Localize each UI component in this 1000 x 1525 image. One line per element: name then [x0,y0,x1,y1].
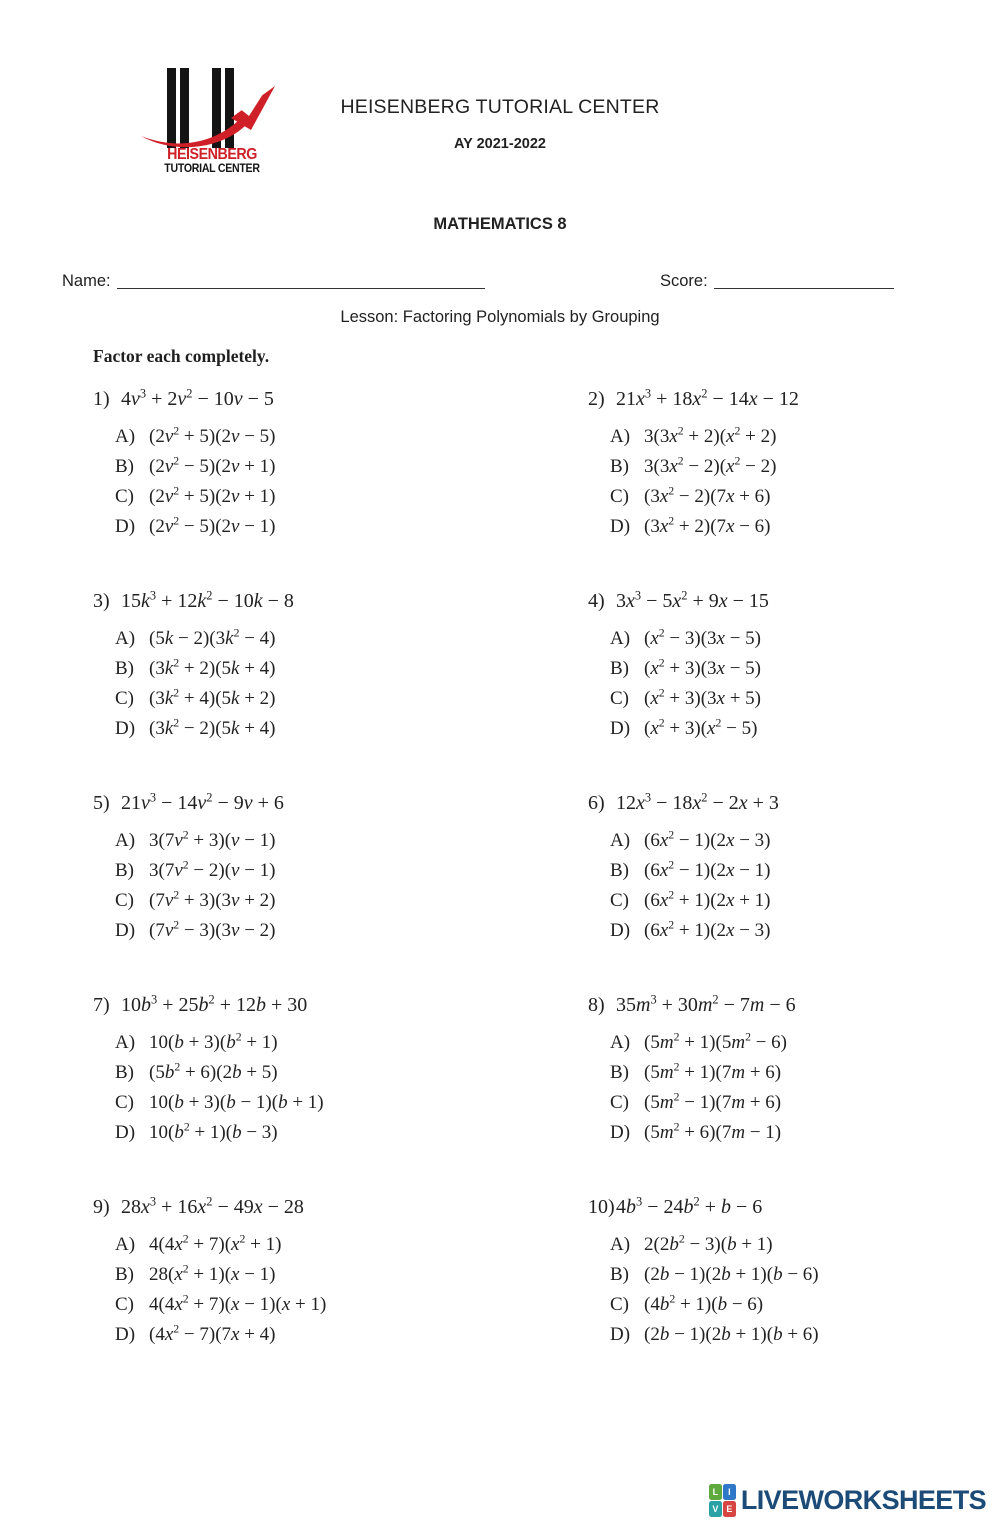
choice-expression: $(2v^2 - 5)(2v + 1)$ [149,454,276,477]
problem-number: 1) [93,388,110,410]
choice-row[interactable] [588,658,990,688]
choice-row[interactable] [588,456,990,486]
choice-expression: $(3x^2 - 2)(7x + 6)$ [644,484,771,507]
problem-stem [93,1196,588,1234]
choice-row[interactable] [588,486,990,516]
choice-row[interactable] [588,516,990,546]
choice-label: D) [610,920,631,941]
choice-label: B) [115,860,134,881]
choice-row[interactable] [93,718,588,748]
problem-stem [588,1196,990,1234]
choice-row[interactable] [588,1122,990,1152]
choice-label: B) [115,456,134,477]
choice-row[interactable] [93,486,588,516]
choice-label: C) [610,486,629,507]
logo-wordmark-line1: HEISENBERG [167,146,257,163]
choice-row[interactable] [588,1324,990,1354]
choice-expression: $(5k - 2)(3k^2 - 4)$ [149,626,276,649]
center-name-title: HEISENBERG TUTORIAL CENTER [340,96,660,118]
choice-row[interactable] [588,628,990,658]
instruction-text: Factor each completely. [93,346,270,366]
problem-stem [93,388,588,426]
problem-choices [93,1234,588,1354]
choice-expression: $3(3x^2 + 2)(x^2 + 2)$ [644,424,777,447]
choice-expression: $(3k^2 + 2)(5k + 4)$ [149,656,276,679]
choice-label: D) [610,516,631,537]
liveworksheets-tile-l: L [709,1484,722,1500]
choice-row[interactable] [93,516,588,546]
choice-row[interactable] [588,688,990,718]
choice-expression: $(3k^2 + 4)(5k + 2)$ [149,686,276,709]
choice-label: D) [115,1324,136,1345]
choice-row[interactable] [588,1062,990,1092]
problem-stem-math: $28x^3 + 16x^2 - 49x - 28$ [121,1194,304,1218]
choice-row[interactable] [588,718,990,748]
choice-expression: $(x^2 + 3)(3x + 5)$ [644,686,762,709]
choice-expression: $28(x^2 + 1)(x - 1)$ [149,1262,276,1285]
academic-year: AY 2021-2022 [454,136,546,152]
choice-row[interactable] [93,860,588,890]
choice-label: C) [115,688,134,709]
choice-row[interactable] [588,1092,990,1122]
choice-expression: $(6x^2 - 1)(2x - 1)$ [644,858,771,881]
choice-row[interactable] [588,426,990,456]
problem-choices [93,628,588,748]
choice-label: A) [115,628,136,649]
choice-label: A) [610,1032,631,1053]
problem-number: 6) [588,792,605,814]
liveworksheets-tile-e: E [723,1501,736,1517]
choice-label: B) [115,1062,134,1083]
choice-label: C) [115,890,134,911]
choice-expression: (2b − 1)(2b + 1)(b + 6) [644,1324,819,1345]
choice-row[interactable] [93,920,588,950]
problem-number: 7) [93,994,110,1016]
problem-number: 8) [588,994,605,1016]
problem-block [93,1196,588,1354]
choice-label: A) [610,426,631,447]
choice-expression: $3(7v^2 + 3)(v - 1)$ [149,828,276,851]
choice-label: D) [115,1122,136,1143]
choice-label: A) [610,830,631,851]
choice-expression: $(3k^2 - 2)(5k + 4)$ [149,716,276,739]
choice-label: C) [610,1294,629,1315]
name-label: Name: [62,272,111,290]
choice-label: B) [610,860,629,881]
problem-stem-math: $21x^3 + 18x^2 - 14x - 12$ [616,386,799,410]
choice-expression: (2b − 1)(2b + 1)(b − 6) [644,1264,819,1285]
problem-number: 4) [588,590,605,612]
choice-expression: $(6x^2 - 1)(2x - 3)$ [644,828,771,851]
liveworksheets-tile-v: V [709,1501,722,1517]
problem-stem [93,792,588,830]
problem-block [93,590,588,748]
problem-stem [588,590,990,628]
choice-label: D) [610,1324,631,1345]
choice-row[interactable] [93,1062,588,1092]
choice-row[interactable] [588,1032,990,1062]
choice-expression: 10(b + 3)(b − 1)(b + 1) [149,1092,324,1113]
choice-row[interactable] [93,1294,588,1324]
problem-stem-math: $10b^3 + 25b^2 + 12b + 30$ [121,992,308,1016]
problem-number: 9) [93,1196,110,1218]
problem-choices [588,426,990,546]
choice-label: C) [610,1092,629,1113]
choice-label: C) [610,688,629,709]
choice-row[interactable] [588,1234,990,1264]
choice-expression: $(7v^2 - 3)(3v - 2)$ [149,918,276,941]
choice-row[interactable] [93,628,588,658]
choice-row[interactable] [93,1122,588,1152]
choice-expression: $(2v^2 - 5)(2v - 1)$ [149,514,276,537]
choice-label: C) [115,486,134,507]
problem-stem-math: $3x^3 - 5x^2 + 9x - 15$ [616,588,769,612]
choice-row[interactable] [93,688,588,718]
liveworksheets-wordmark: LIVEWORKSHEETS [740,1485,986,1515]
choice-label: A) [610,628,631,649]
problem-stem [588,388,990,426]
choice-label: C) [115,1092,134,1113]
choice-label: A) [115,1234,136,1255]
choice-label: D) [115,516,136,537]
choice-expression: $(5m^2 + 1)(5m^2 - 6)$ [644,1030,787,1053]
choice-expression: $(7v^2 + 3)(3v + 2)$ [149,888,276,911]
choice-expression: $(6x^2 + 1)(2x - 3)$ [644,918,771,941]
choice-label: B) [115,1264,134,1285]
choice-label: A) [115,1032,136,1053]
problem-choices [93,1032,588,1152]
choice-row[interactable] [93,1324,588,1354]
choice-label: B) [610,456,629,477]
choice-expression: $(4x^2 - 7)(7x + 4)$ [149,1322,276,1345]
problem-stem-math: $12x^3 - 18x^2 - 2x + 3$ [616,790,779,814]
subject-title: MATHEMATICS 8 [433,215,567,233]
choice-row[interactable] [588,1294,990,1324]
choice-expression: $(5m^2 - 1)(7m + 6)$ [644,1090,782,1113]
problem-number: 3) [93,590,110,612]
choice-label: D) [115,920,136,941]
problem-choices [93,426,588,546]
problem-choices [588,830,990,950]
logo-wordmark-line2: TUTORIAL CENTER [164,163,260,175]
choice-row[interactable] [93,890,588,920]
problem-block [588,1196,990,1354]
problem-choices [588,1234,990,1354]
problem-block [588,590,990,748]
problem-number: 2) [588,388,605,410]
choice-row[interactable] [588,860,990,890]
choice-row[interactable] [588,830,990,860]
score-field-row [660,271,894,291]
choice-expression: $(x^2 + 3)(x^2 - 5)$ [644,716,758,739]
heisenberg-logo [153,60,271,185]
choice-label: B) [610,658,629,679]
choice-row[interactable] [93,1264,588,1294]
problem-stem-math: $21v^3 - 14v^2 - 9v + 6$ [121,790,284,814]
problems-grid [93,388,990,1354]
choice-row[interactable] [588,920,990,950]
problem-number: 10) [588,1196,615,1218]
choice-label: A) [610,1234,631,1255]
choice-label: B) [610,1062,629,1083]
liveworksheets-tiles-icon [709,1484,736,1517]
name-field-row [62,271,485,291]
choice-label: B) [115,658,134,679]
choice-row[interactable] [93,1234,588,1264]
problem-stem [93,590,588,628]
problem-block [93,792,588,950]
choice-label: D) [610,718,631,739]
problem-stem-math: $4b^3 - 24b^2 + b - 6$ [616,1194,763,1218]
choice-expression: $(6x^2 + 1)(2x + 1)$ [644,888,771,911]
choice-expression: $(2v^2 + 5)(2v + 1)$ [149,484,276,507]
choice-label: A) [115,426,136,447]
choice-row[interactable] [93,1092,588,1122]
choice-expression: $3(3x^2 - 2)(x^2 - 2)$ [644,454,777,477]
problem-number: 5) [93,792,110,814]
problem-stem-math: $15k^3 + 12k^2 - 10k - 8$ [121,588,294,612]
choice-row[interactable] [93,658,588,688]
choice-expression: $3(7v^2 - 2)(v - 1)$ [149,858,276,881]
choice-expression: $4(4x^2 + 7)(x - 1)(x + 1)$ [149,1292,327,1315]
lesson-title: Lesson: Factoring Polynomials by Grouping [340,308,660,326]
choice-expression: $(4b^2 + 1)(b - 6)$ [644,1292,764,1315]
problem-stem [93,994,588,1032]
problem-block [93,994,588,1152]
choice-expression: $(2v^2 + 5)(2v - 5)$ [149,424,276,447]
problem-choices [588,1032,990,1152]
choice-expression: $(x^2 + 3)(3x - 5)$ [644,656,762,679]
choice-label: D) [115,718,136,739]
name-blank-input[interactable] [117,271,485,289]
choice-label: B) [610,1264,629,1285]
problem-block [93,388,588,546]
problem-block [588,994,990,1152]
choice-expression: $10(b^2 + 1)(b - 3)$ [149,1120,278,1143]
choice-expression: $2(2b^2 - 3)(b + 1)$ [644,1232,773,1255]
choice-expression: $(3x^2 + 2)(7x - 6)$ [644,514,771,537]
choice-expression: $(x^2 - 3)(3x - 5)$ [644,626,762,649]
choice-row[interactable] [93,456,588,486]
liveworksheets-footer [709,1484,986,1517]
choice-expression: $10(b + 3)(b^2 + 1)$ [149,1030,278,1053]
problem-choices [588,628,990,748]
liveworksheets-tile-i: I [723,1484,736,1500]
choice-row[interactable] [93,426,588,456]
choice-expression: $(5m^2 + 6)(7m - 1)$ [644,1120,782,1143]
choice-row[interactable] [93,1032,588,1062]
problem-stem [588,994,990,1032]
score-label: Score: [660,272,708,290]
choice-label: D) [610,1122,631,1143]
choice-label: C) [115,1294,134,1315]
score-blank-input[interactable] [714,271,894,289]
choice-expression: $4(4x^2 + 7)(x^2 + 1)$ [149,1232,282,1255]
choice-expression: $(5m^2 + 1)(7m + 6)$ [644,1060,782,1083]
choice-row[interactable] [588,890,990,920]
problem-stem [588,792,990,830]
problem-stem-math: $35m^3 + 30m^2 - 7m - 6$ [616,992,796,1016]
choice-label: C) [610,890,629,911]
problem-stem-math: $4v^3 + 2v^2 - 10v - 5$ [121,386,274,410]
problem-block [588,792,990,950]
choice-label: A) [115,830,136,851]
problem-block [588,388,990,546]
choice-expression: $(5b^2 + 6)(2b + 5)$ [149,1060,278,1083]
choice-row[interactable] [588,1264,990,1294]
choice-row[interactable] [93,830,588,860]
problem-choices [93,830,588,950]
